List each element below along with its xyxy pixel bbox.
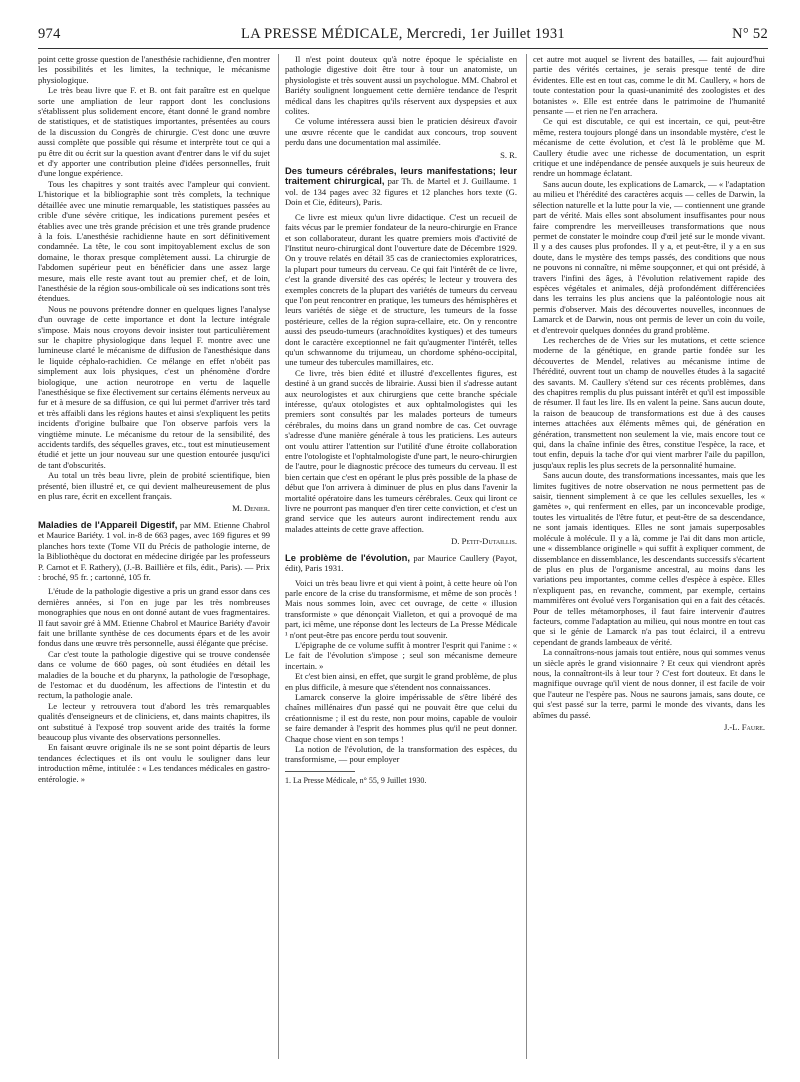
book-meta: par Maurice Caullery (Payot, édit), Paris 1931. (285, 552, 518, 574)
column-3 (533, 54, 765, 736)
signature: D. Petit-Dutaillis. (451, 536, 517, 547)
paragraph: Sans aucun doute, des transformations incessantes, mais que les limites fugitives de notre observation ne nous permettent pas de saisir, tiennent simplement à ce que les cellules sexuelles, les « gamètes », qui renferment en elles, par un inconcevable prodige, toutes les virtualités de l'être futur, et peut-être de sa descendance, ne sont jamais identiques. Elles ne sont jamais superposables molécule à molécule. Il y a là, comme je l'ai dit dans mon article, une « dissemblance originelle » qui suffit à expliquer comment, de dissemblance en dissemblance, les descendants successifs s'écartent de plus en plus de l'organisme ancestral, au moins dans les variations peu importantes, comme celles d'espèce à espèce. Elles n'expliquent pas, en revanche, comment, par exemple, certains mammifères ont évolué vers l'organisation qui en a fait des cétacés. Pour de telles métamorphoses, il faut faire intervenir d'autres facteurs, comme l'adaptation au milieu, qui nous montre en tout cas que si le génie de Lamarck n'a pas tout éclairci, il a entrevu cependant de grands lambeaux de vérité. (533, 470, 765, 647)
paragraph: point cette grosse question de l'anesthésie rachidienne, d'en montrer les possibilités et les limites, la technique, le mécanisme physiologique. (38, 54, 270, 85)
paragraph: Le lecteur y retrouvera tout d'abord les très remarquables qualités d'enseigneurs et de cliniciens, et, dans maints chapitres, ils ont substitué à l'exposé trop souvent aride des traités la forme beaucoup plus vivante des observations personnelles. (38, 700, 270, 742)
signature: M. Denier. (232, 503, 270, 514)
paragraph: Ce livre est mieux qu'un livre didactique. C'est un recueil de faits vécus par le premier fondateur de la neuro-chirurgie en France et son collaborateur, durant les quatre premiers mois d'activité de l'Institut neuro-chirurgical dont l'ouverture date de Décembre 1929. On y trouve relatés en détail 35 cas de craniectomies exploratrices, la plupart pour tumeurs du cerveau. Ce qui fait l'intérêt de ce livre, c'est la grande diversité des cas opérés; le lecteur y trouvera des exemples concrets de la plupart des variétés de tumeurs du cerveau que l'on peut rencontrer en pratique, les tumeurs des hémisphères et leurs variétés de siège et de structure, les tumeurs de la fosse postérieure, celles de la région supra-cellaire, etc. On y rencontre aussi des pseudo-tumeurs (arachnoïdites kystiques) et des tumeurs dont le caractère exceptionnel ne fait qu'augmenter l'intérêt, telles qu'un schwannome du trijumeau, un chordome sphéno-occipital, une tumeur des tubercules mamillaires, etc. (285, 211, 517, 368)
paragraph: Et c'est bien ainsi, en effet, que surgit le grand problème, de plus en plus difficile, à mesure que s'étendent nos connaissances. (285, 671, 517, 692)
book-title: Maladies de l'Appareil Digestif, (38, 518, 178, 530)
column-1 (38, 54, 270, 784)
paragraph: L'épigraphe de ce volume suffit à montrer l'esprit qui l'anime : « Le fait de l'évolution s'impose ; seul son mécanisme demeure incertain. » (285, 639, 517, 671)
paragraph: Tous les chapitres y sont traités avec l'ampleur qui convient. L'historique et la bibliographie sont très complets, la technique détaillée avec une minutie remarquable, les statistiques passées au crible d'une sévère critique, les indications purement pesées et établies avec une très grande précision et une très grande prudence à la fois. L'anesthésie rachidienne haute en sort définitivement condamnée. La tête, le cou sont impitoyablement exclus de son domaine, le thorax presque complètement aussi. La chirurgie de l'abdomen supérieur peut en bénéficier dans une assez large mesure, mais elle reste avant tout au premier chef, et de loin, l'anesthésie de la région sous-ombilicale où ses indications sont très étendues. (38, 178, 270, 304)
paragraph: Nous ne pouvons prétendre donner en quelques lignes l'analyse d'un ouvrage de cette importance et dont la lecture intégrale s'impose. Mais nous croyons devoir insister tout particulièrement sur le chapitre physiologique dans lequel F. montre avec une lumineuse clarté le mécanisme de diffusion de l'anesthésique dans le liquide céphalo-rachidien. Ce mélange en effet n'obéit pas simplement aux lois physiques, c'est un phénomène d'ordre biologique, une action neurotrope en vertu de laquelle l'anesthésique se fixe électivement sur certains éléments nerveux au fur et à mesure de sa diffusion, ce qui lui permet d'arriver très tard et très affaibli dans les régions hautes et ainsi s'expliquent les petits incidents d'origine bulbaire que l'on observe parfois vers la vingtième minute. Le mécanisme du retour de la sensibilité, des accidents tardifs, des séquelles graves, etc., tout est minutieusement étudié et jette un jour nouveau sur une question entourée jusqu'ici de tant d'obscurités. (38, 303, 270, 470)
paragraph: cet autre mot auquel se livrent des batailles, — fait aujourd'hui partie des vérités certaines, je serais presque tenté de dire évidentes. Elle est en tout cas, comme le dit M. Caullery, « hors de toute contestation pour la quasi-unanimité des zoologistes et des botanistes ». Elle est entrée dans le patrimoine de l'humanité pensante — et rien ne l'en arrachera. (533, 54, 765, 117)
review-heading (285, 166, 517, 208)
book-title: Des tumeurs cérébrales, leurs manifestations; leur traitement chirurgical, (285, 165, 517, 187)
header-rule (38, 48, 768, 49)
book-title: Le problème de l'évolution, (285, 551, 410, 563)
paragraph: Car c'est toute la pathologie digestive qui se trouve condensée dans ce volume de 660 pages, où sont étudiées en détail les maladies de la bouche et du pharynx, la pathologie de l'œsophage, de l'estomac et du duodénum, les affections de l'intestin et du rectum, la pathologie anale. (38, 648, 270, 701)
paragraph: L'étude de la pathologie digestive a pris un grand essor dans ces dernières années, si l'on en juge par les très nombreuses monographies que nous en ont donné autant de vues fragmentaires. Il faut savoir gré à MM. Etienne Chabrol et Maurice Bariéty d'avoir fait une brillante synthèse de ces documents épars et de les avoir fondus dans une œuvre très personnelle, aussi élégante que précise. (38, 586, 270, 649)
issue-number: N° 52 (732, 26, 768, 42)
paragraph: En faisant œuvre originale ils ne se sont point départis de leurs tendances éclectiques et ils ont voulu le souligner dans leur introduction même, intitulée : « Les tendances médicales en gastro-entérologie. » (38, 742, 270, 784)
paragraph: Sans aucun doute, les explications de Lamarck, — « l'adaptation au milieu et l'hérédité des caractères acquis — celles de Darwin, la sélection naturelle et la lutte pour la vie, — contiennent une grande part de vérité. Mais elles sont absolument insuffisantes pour nous faire comprendre les merveilleuses transformations que nous permet de constater le moindre coup d'œil jeté sur le monde vivant. Il y a des causes plus profondes. Il y a, et peut-être, il y a en sus doute, dans le mystère des temps passés, des conditions que nous ne pouvons ni connaître, ni même soupçonner, et qui ont présidé, à travers l'infini des âges, à l'évolution relativement rapide des espèces végétales et animales, déjà profondément différenciées dans les terrains les plus anciens que la paléontologie nous ait permis d'observer. Mais des découvertes nouvelles, inconnues de Lamarck et de Darwin, nous ont permis de lever un coin du voile, et d'entrevoir quelques données du grand problème. (533, 178, 765, 335)
paragraph: Ce volume intéressera aussi bien le praticien désireux d'avoir une œuvre récente que le candidat aux concours, trop souvent perdu dans une documentation mal assimilée. (285, 116, 517, 148)
paragraph: Le très beau livre que F. et B. ont fait paraître est en quelque sorte une ampliation de leur rapport dont les conclusions s'établissent plus solidement encore, étant donné le grand nombre de statistiques, et de statistiques importantes, présentées au cours de la discussion du Congrès de chirurgie. C'est donc une œuvre aussi complète que possible qui résume et interprète tout ce qui a pu être dit ou écrit sur la question avant d'entrer dans le vif du sujet et d'y apporter une contribution pleine d'idées personnelles, fruit d'une longue expérience. (38, 85, 270, 179)
footnote-rule (285, 771, 355, 772)
book-meta: par Th. de Martel et J. Guillaume. 1 vol. de 134 pages avec 32 figures et 12 planches hors texte (G. Doin et Cie, éditeurs), Paris. (285, 176, 518, 208)
book-meta: par MM. Etienne Chabrol et Maurice Bariéty. 1 vol. in-8 de 663 pages, avec 169 figures et 99 planches hors texte (Tome VII du Précis de pathologie interne, de la Bibliothèque du doctorat en médecine dirigée par les professeurs P. Carnot et F. Rathery), (J.-B. Baillière et fils, édit., Paris). — Prix : broché, 95 fr. ; cartonné, 105 fr. (38, 519, 270, 582)
paragraph: Lamarck conserve la gloire impérissable de s'être libéré des chaînes millénaires d'un passé qui ne pouvait être que celui du créationnisme ; il est du reste, non pour moins, capable de vouloir se faire demander à l'esprit des hommes plus qu'il ne peut donner. Chaque chose vient en son temps ! (285, 691, 517, 744)
page-number: 974 (38, 26, 61, 42)
paragraph: Les recherches de de Vries sur les mutations, et cette science moderne de la génétique, en grande partie fondée sur les découvertes de Mendel, relatives au mécanisme intime de l'hérédité, ouvrent tout un champ de nouvelles études à la sagacité des savants. M. Caullery s'étend sur ces récents problèmes, dans des chapitres remplis du plus puissant intérêt et qu'il est impossible de résumer. Il faut les lire. Ils en valent la peine. Sans aucun doute, la raison de beaucoup de transformations est due à des causes internes attachées aux éléments mêmes qui, de génération en génération, transmettent non seulement la vie, mais encore tout ce qui, dans la chaîne infinie des êtres, constitue l'espèce, la race, et tout enfin, depuis la tache d'or qui vient marbrer l'aile du papillon, jusqu'aux replis les plus secrets de la personnalité humaine. (533, 334, 765, 470)
review-heading (285, 553, 517, 574)
column-divider-1 (278, 54, 279, 1059)
paragraph: Voici un très beau livre et qui vient à point, à cette heure où l'on parle encore de la crise du transformisme, et même de son procès ! Mais nous sommes loin, avec cet ouvrage, de cette « illusion transformiste » que dénonçait Vialleton, et qui a provoqué de ma part, ici même, une réponse dont les lecteurs de La Presse Médicale ¹ n'ont peut-être pas encore perdu tout souvenir. (285, 577, 517, 640)
signature: J.-L. Faure. (723, 722, 765, 732)
review-heading (38, 520, 270, 582)
paragraph: Il n'est point douteux qu'à notre époque le spécialiste en pathologie digestive doit être tour à tour un anatomiste, un physiologiste et très souvent aussi un psychologue. MM. Chabrol et Bariéty soulignent longuement cette dernière tendance de l'esprit médical dans les chapitres qu'ils réservent aux dyspepsies et aux colites. (285, 54, 517, 117)
signature: S. R. (500, 149, 517, 160)
paragraph: Ce qui est discutable, ce qui est incertain, ce qui, peut-être même, restera toujours plongé dans un insondable mystère, c'est le mécanisme de cette évolution, et c'est là le problème que M. Caullery étudie avec une richesse de documentation, un esprit critique et une indépendance de pensée auxquels je suis heureux de rendre un hommage éclatant. (533, 116, 765, 179)
paragraph: Ce livre, très bien édité et illustré d'excellentes figures, est destiné à un grand succès de librairie. Aussi bien il s'adresse autant aux neurologistes et aux chirurgiens que cette branche spéciale intéresse, qu'aux otologistes et aux ophtalmologistes qui les premiers sont consultés par les malades porteurs de tumeurs cérébrales, du moins dans un grand nombre de cas. Cet ouvrage s'adresse d'une manière générale à tous les praticiens. Les auteurs ont voulu attirer l'attention sur l'utilité d'une étroite collaboration entre l'otologiste et l'ophtalmologiste d'une part, le neuro-chirurgien de l'autre, pour le diagnostic précoce des tumeurs du cerveau. Il est bien certain que c'est en opérant le plus près possible de la phase de début que l'on arrivera à diminuer de plus en plus dans l'avenir la mortalité opératoire dans les tumeurs cérébrales. Ceux qui liront ce livre ne pourront pas manquer d'en tirer cette conviction, et c'est un grand service que les auteurs auront indirectement rendu aux malades atteints de cette grave affection. (285, 367, 517, 534)
column-divider-2 (526, 54, 527, 1059)
footnote: 1. La Presse Médicale, n° 55, 9 Juillet 1930. (285, 775, 427, 785)
paragraph: La notion de l'évolution, de la transformation des espèces, du transformisme, — pour employer (285, 744, 517, 765)
paragraph: La connaîtrons-nous jamais tout entière, nous qui sommes venus un siècle après le grand visionnaire ? Et ceux qui viendront après nous, la connaîtront-ils à leur tour ? C'est fort douteux. Et dans le magnifique ouvrage qu'il vient de nous donner, il est facile de voir que l'auteur ne l'espère pas. Nous ne saurons jamais, sans doute, ce qui s'est passé sur la terre, parmi le monde des vivants, dans les abîmes du passé. (533, 647, 765, 720)
page-header (38, 26, 768, 46)
column-2 (285, 54, 517, 786)
journal-title: LA PRESSE MÉDICALE, Mercredi, 1er Juillet 1931 (241, 26, 565, 42)
paragraph: Au total un très beau livre, plein de probité scientifique, bien présenté, bien illustré et, ce qui devient malheureusement de plus en plus rare, écrit en excellent français. (38, 470, 270, 502)
